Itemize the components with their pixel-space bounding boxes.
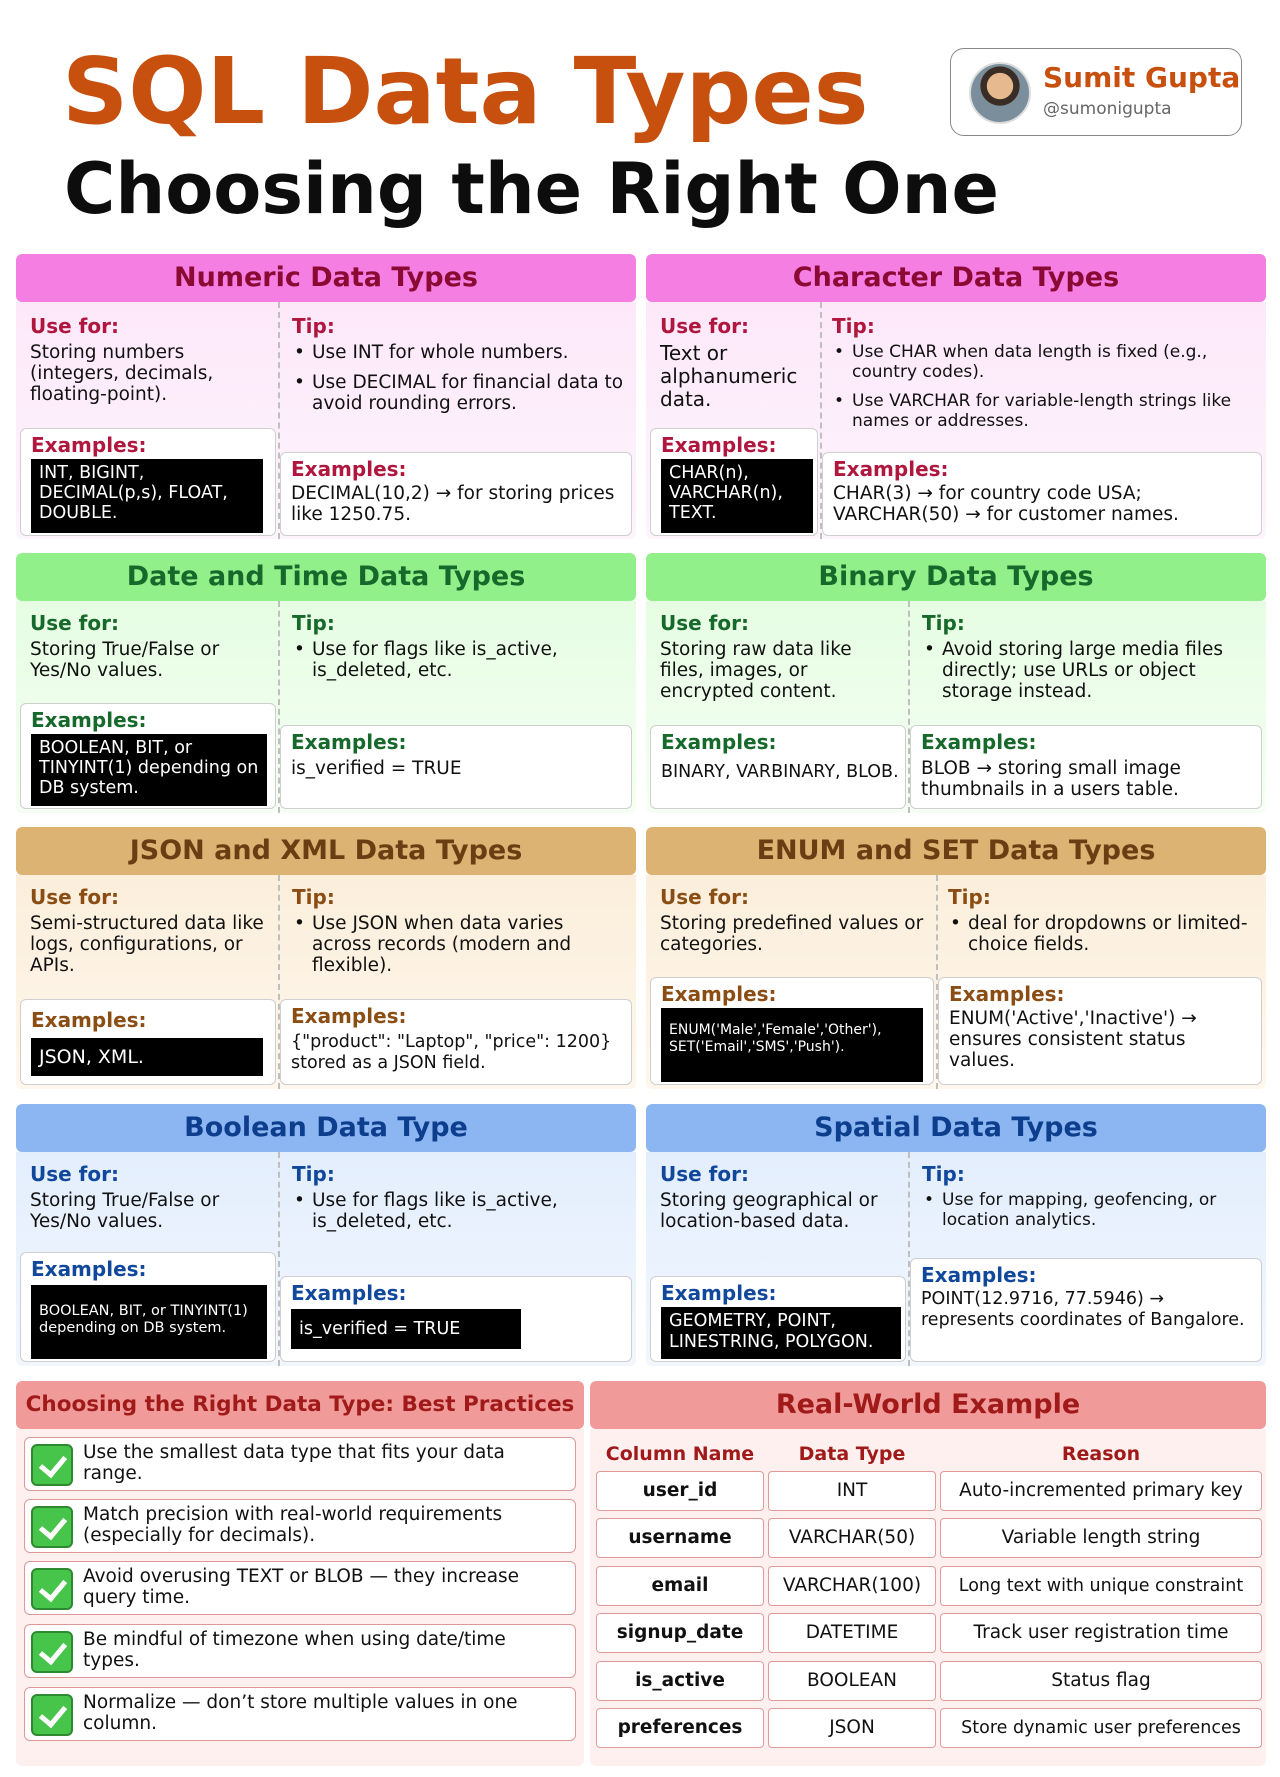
use-for-label: Use for: [660,885,749,909]
json-xml-card [16,827,636,1089]
tip-label: Tip: [922,611,965,635]
examples-code: CHAR(n), VARCHAR(n), TEXT. [661,459,813,533]
tip-list [922,639,1232,711]
table-cell: Store dynamic user preferences [940,1708,1262,1748]
use-for-label: Use for: [30,611,119,635]
examples-code: BOOLEAN, BIT, or TINYINT(1) depending on DB system. [31,734,267,806]
table-cell: BOOLEAN [768,1661,936,1701]
best-practice-text: Be mindful of timezone when using date/time types. [83,1629,506,1671]
card-title: JSON and XML Data Types [16,827,636,875]
numeric-card [16,254,636,539]
use-for-text: Storing predefined values or categories. [660,913,924,955]
author-name: Sumit Gupta [1043,61,1241,94]
examples-label: Examples: [661,982,777,1006]
datetime-card [16,553,636,813]
author-badge[interactable] [950,48,1242,136]
real-world-card [590,1381,1266,1766]
examples-text: ENUM('Active','Inactive') → ensures consistent status values. [949,1008,1197,1071]
tip-item: • Use for flags like is_active, is_deleted, etc. [292,639,622,681]
use-for-label: Use for: [30,885,119,909]
tip-item: • deal for dropdowns or limited-choice fields. [948,913,1248,955]
examples-box [910,1258,1262,1362]
checkmark-icon [31,1506,73,1548]
table-cell: VARCHAR(100) [768,1566,936,1606]
examples-box [280,999,632,1085]
use-for-text: Storing True/False or Yes/No values. [30,1190,220,1232]
table-cell: Long text with unique constraint [940,1566,1262,1606]
examples-text: BINARY, VARBINARY, BLOB. [661,762,899,782]
tip-item: • Use JSON when data varies across records (modern and flexible). [292,913,602,976]
examples-box [822,452,1262,536]
tip-item: • Use for mapping, geofencing, or location analytics. [922,1190,1222,1230]
header [0,0,1280,250]
checkmark-icon [31,1631,73,1673]
card-title: Choosing the Right Data Type: Best Practices [16,1381,584,1429]
best-practice-text: Use the smallest data type that fits your data range. [83,1442,505,1484]
tip-list [832,342,1252,440]
table-cell: email [596,1566,764,1606]
examples-text: POINT(12.9716, 77.5946) → represents coordinates of Bangalore. [921,1289,1245,1330]
use-for-label: Use for: [660,1162,749,1186]
table-cell: Variable length string [940,1518,1262,1558]
examples-label: Examples: [31,708,147,732]
examples-label: Examples: [291,1004,407,1028]
examples-code: ENUM('Male','Female','Other'), SET('Email','SMS','Push'). [661,1008,923,1082]
examples-label: Examples: [661,730,777,754]
examples-label: Examples: [661,433,777,457]
table-cell: is_active [596,1661,764,1701]
examples-code: is_verified = TRUE [291,1309,521,1349]
tip-list [292,1190,622,1241]
table-cell: username [596,1518,764,1558]
tip-label: Tip: [292,885,335,909]
card-title: Numeric Data Types [16,254,636,302]
tip-item: • Use CHAR when data length is fixed (e.g., country codes). [832,342,1252,382]
column-header: Data Type [798,1443,906,1465]
use-for-label: Use for: [30,1162,119,1186]
examples-box [20,1252,276,1362]
table-cell: INT [768,1471,936,1511]
tip-label: Tip: [832,314,875,338]
checkmark-icon [31,1694,73,1736]
examples-label: Examples: [31,433,147,457]
best-practice-text: Normalize — don’t store multiple values in one column. [83,1692,518,1734]
checkmark-icon [31,1568,73,1610]
examples-box [280,725,632,809]
tip-item: • Use INT for whole numbers. [292,342,626,363]
tip-label: Tip: [922,1162,965,1186]
examples-label: Examples: [31,1257,147,1281]
table-cell: Auto-incremented primary key [940,1471,1262,1511]
examples-box [938,977,1262,1085]
use-for-text: Storing geographical or location-based data. [660,1190,878,1232]
tip-item: • Use DECIMAL for financial data to avoid rounding errors. [292,372,626,414]
best-practice-item [24,1437,576,1491]
tip-label: Tip: [292,314,335,338]
tip-label: Tip: [292,1162,335,1186]
spatial-card [646,1104,1266,1366]
table-cell: Status flag [940,1661,1262,1701]
examples-box [650,977,934,1085]
use-for-label: Use for: [660,314,749,338]
tip-list [922,1190,1222,1239]
best-practice-item [24,1561,576,1615]
examples-text: CHAR(3) → for country code USA; VARCHAR(50) → for customer names. [833,483,1179,525]
binary-card [646,553,1266,813]
examples-label: Examples: [661,1281,777,1305]
examples-label: Examples: [291,457,407,481]
best-practice-text: Avoid overusing TEXT or BLOB — they increase query time. [83,1566,520,1608]
table-cell: signup_date [596,1613,764,1653]
table-cell: Track user registration time [940,1613,1262,1653]
use-for-text: Storing raw data like files, images, or encrypted content. [660,639,852,702]
examples-text: {"product": "Laptop", "price": 1200} stored as a JSON field. [291,1032,612,1073]
tip-list [948,913,1248,964]
examples-text: DECIMAL(10,2) → for storing prices like 1250.75. [291,483,615,525]
tip-item: • Avoid storing large media files directly; use URLs or object storage instead. [922,639,1232,702]
use-for-text: Storing numbers (integers, decimals, floating-point). [30,342,214,405]
examples-box [910,725,1262,809]
best-practice-item [24,1687,576,1741]
examples-label: Examples: [291,730,407,754]
tip-list [292,913,602,985]
column-header: Column Name [605,1443,755,1465]
card-title: Boolean Data Type [16,1104,636,1152]
card-title: Binary Data Types [646,553,1266,601]
examples-code: BOOLEAN, BIT, or TINYINT(1) depending on DB system. [31,1285,267,1359]
examples-code: GEOMETRY, POINT, LINESTRING, POLYGON. [661,1307,901,1359]
examples-code: INT, BIGINT, DECIMAL(p,s), FLOAT, DOUBLE. [31,459,263,533]
tip-label: Tip: [948,885,991,909]
table-cell: DATETIME [768,1613,936,1653]
tip-list [292,342,626,423]
tip-item: • Use for flags like is_active, is_deleted, etc. [292,1190,622,1232]
examples-box [280,452,632,536]
examples-box [650,1276,906,1362]
examples-text: is_verified = TRUE [291,758,462,779]
examples-label: Examples: [949,982,1065,1006]
examples-text: BLOB → storing small image thumbnails in a users table. [921,758,1181,800]
card-title: Date and Time Data Types [16,553,636,601]
examples-box [280,1276,632,1362]
examples-box [20,428,276,536]
table-cell: preferences [596,1708,764,1748]
examples-label: Examples: [833,457,949,481]
use-for-text: Text or alphanumeric data. [660,341,798,411]
card-title: Spatial Data Types [646,1104,1266,1152]
card-title: Character Data Types [646,254,1266,302]
use-for-label: Use for: [660,611,749,635]
table-cell: JSON [768,1708,936,1748]
best-practice-item [24,1624,576,1678]
checkmark-icon [31,1444,73,1486]
author-handle: @sumonigupta [1043,99,1172,119]
tip-list [292,639,622,690]
card-title: Real-World Example [590,1381,1266,1429]
tip-item: • Use VARCHAR for variable-length strings like names or addresses. [832,391,1252,431]
use-for-text: Storing True/False or Yes/No values. [30,639,220,681]
page-title: SQL Data Types [62,38,869,145]
examples-box [650,428,818,536]
boolean-card [16,1104,636,1366]
enum-set-card [646,827,1266,1089]
card-title: ENUM and SET Data Types [646,827,1266,875]
table-cell: user_id [596,1471,764,1511]
tip-label: Tip: [292,611,335,635]
column-header: Reason [1061,1443,1141,1465]
best-practice-item [24,1499,576,1553]
page-subtitle: Choosing the Right One [64,148,999,230]
avatar [969,62,1031,124]
use-for-label: Use for: [30,314,119,338]
character-card [646,254,1266,539]
examples-box [650,725,906,809]
examples-box [20,999,276,1085]
best-practices-card [16,1381,584,1766]
examples-label: Examples: [921,730,1037,754]
examples-label: Examples: [291,1281,407,1305]
examples-label: Examples: [31,1008,147,1032]
examples-code: JSON, XML. [31,1038,263,1076]
table-cell: VARCHAR(50) [768,1518,936,1558]
examples-label: Examples: [921,1263,1037,1287]
best-practice-text: Match precision with real-world requirements (especially for decimals). [83,1504,503,1546]
examples-box [20,703,276,809]
use-for-text: Semi-structured data like logs, configurations, or APIs. [30,913,264,976]
